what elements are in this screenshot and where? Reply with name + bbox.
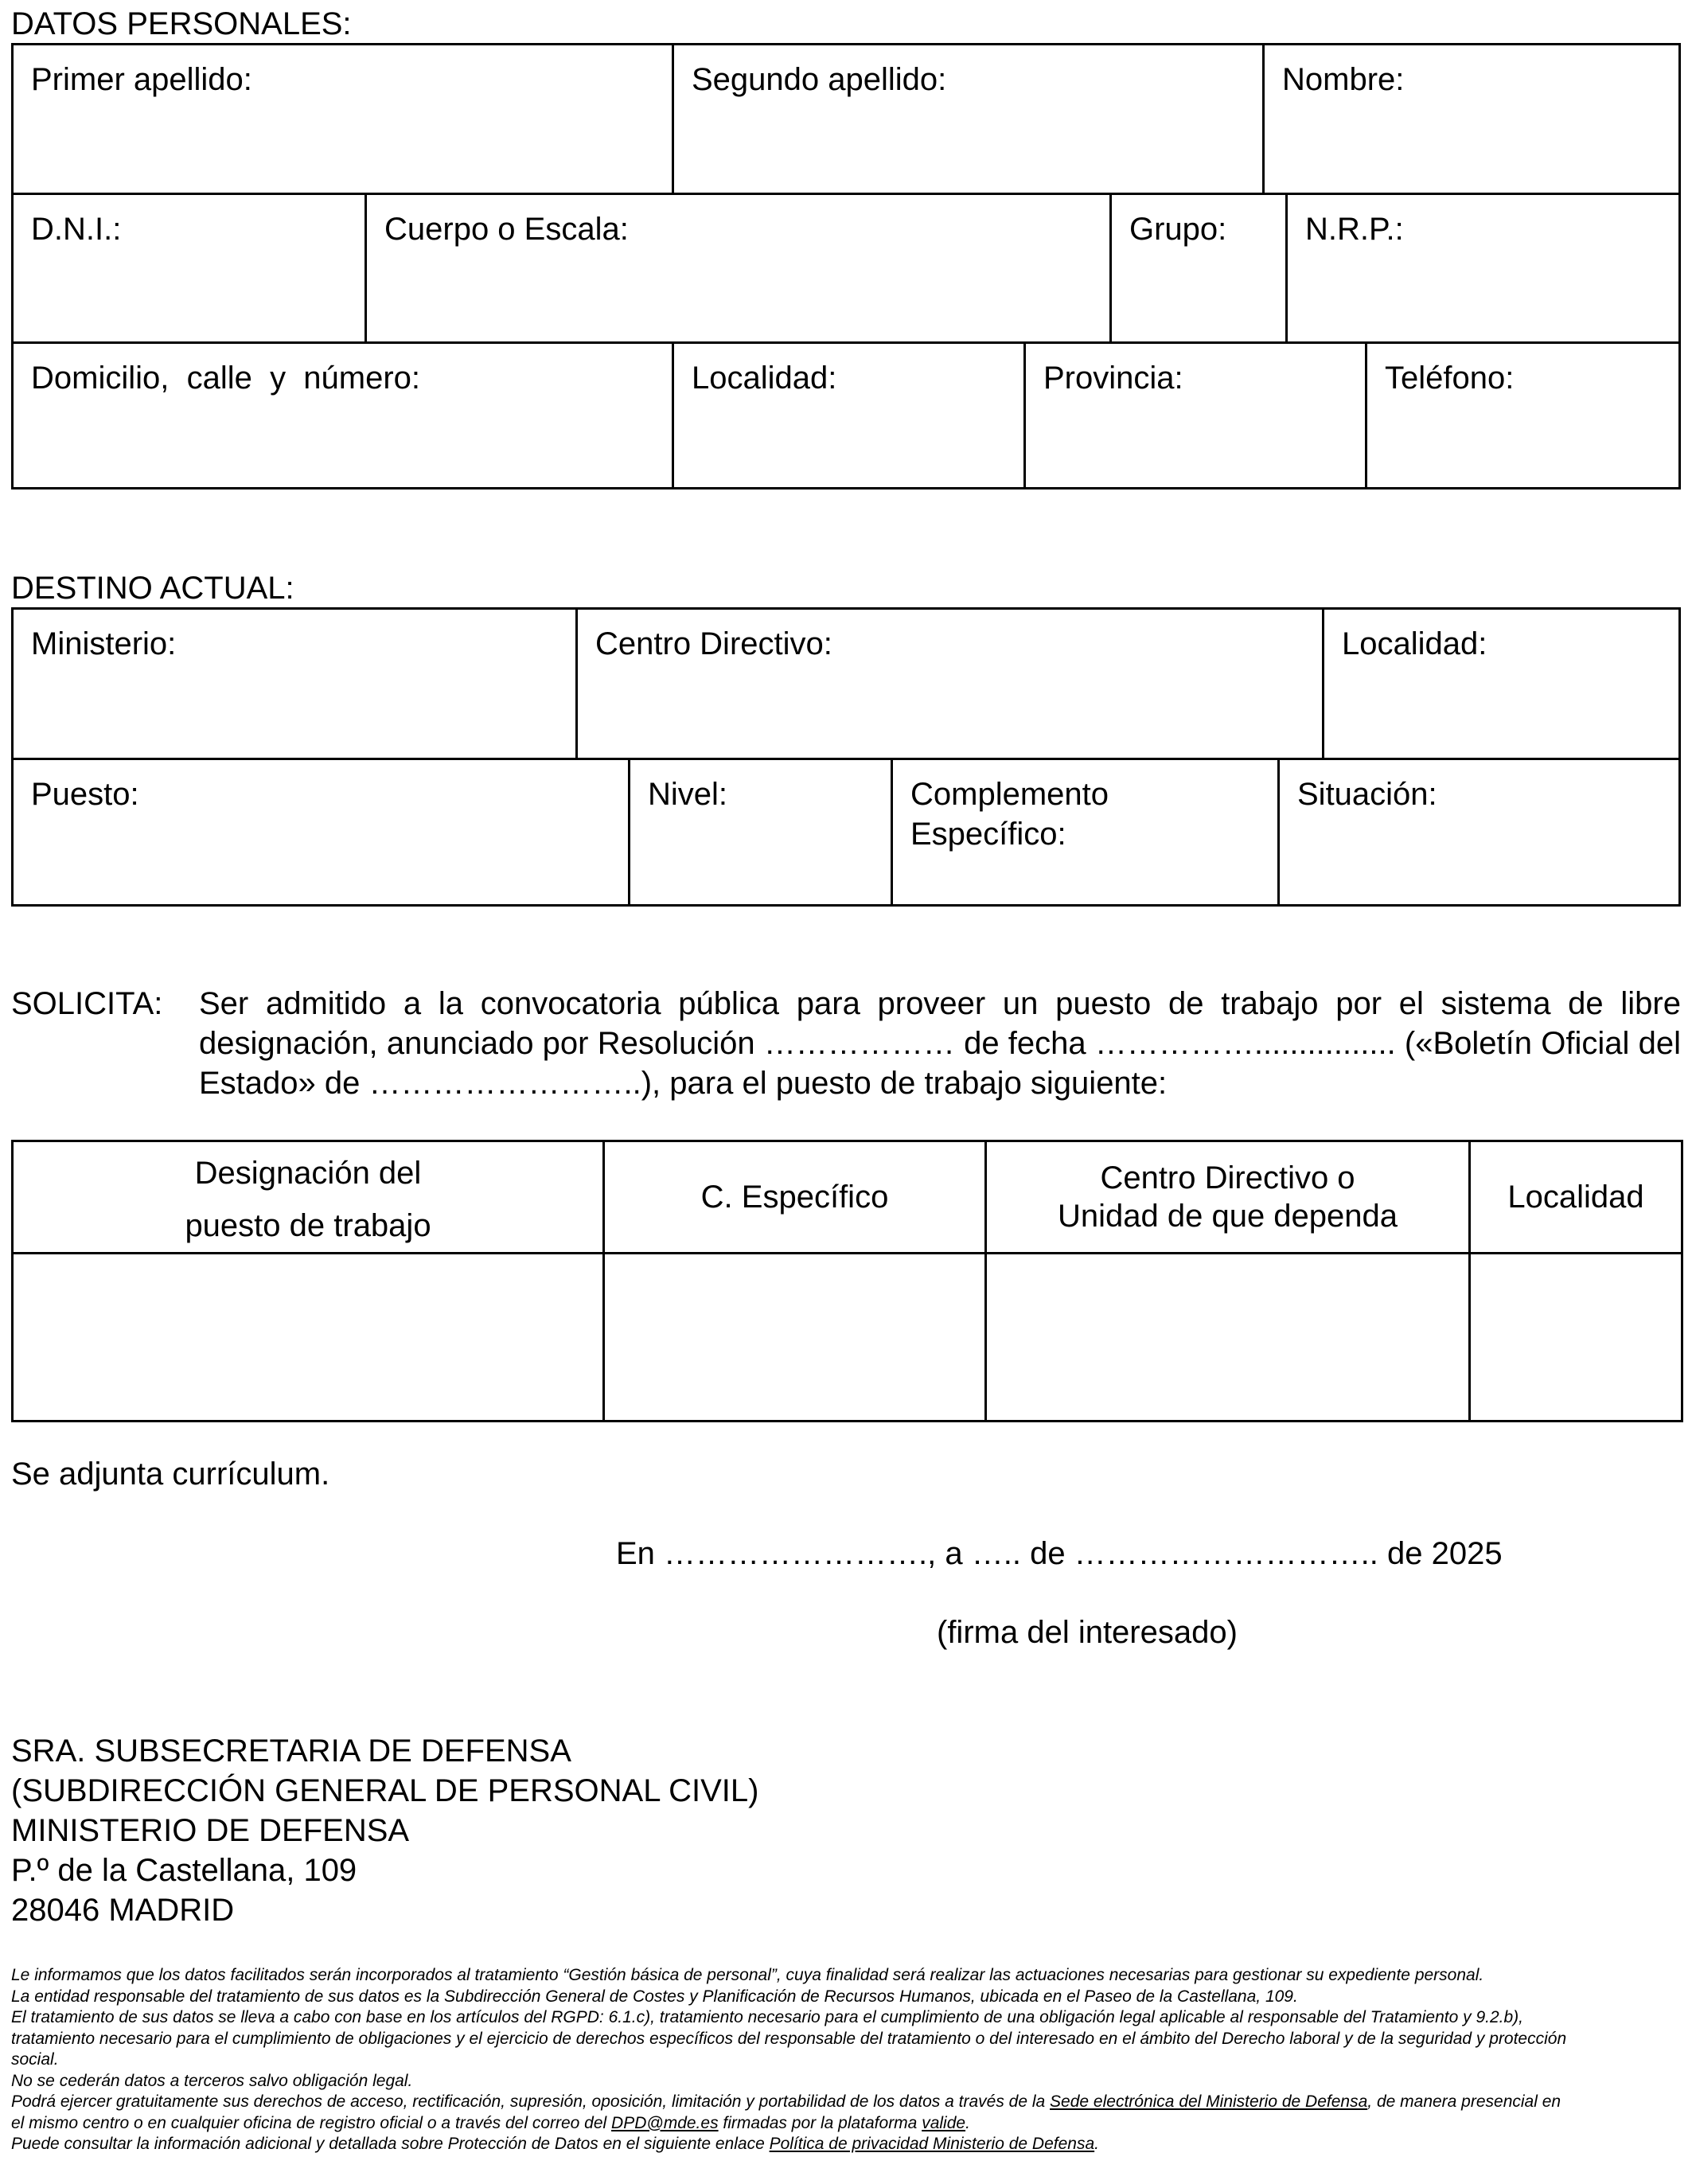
- cuerpo-escala-label: Cuerpo o Escala:: [384, 212, 629, 247]
- dpd-email-link[interactable]: DPD@mde.es: [611, 2113, 719, 2132]
- primer-apellido-field[interactable]: [14, 45, 672, 193]
- puesto-table: [11, 1140, 1683, 1422]
- nombre-label: Nombre:: [1282, 62, 1405, 97]
- centro-directivo-cell[interactable]: [986, 1254, 1470, 1422]
- legal-p6-text: .: [1094, 2135, 1099, 2153]
- nombre-field[interactable]: [1262, 45, 1678, 193]
- destinatario-line: 28046 MADRID: [11, 1893, 235, 1928]
- solicita-label: SOLICITA:: [11, 986, 163, 1021]
- centro-header-line2: Unidad de que dependa: [1057, 1199, 1398, 1234]
- situacion-field[interactable]: [1277, 760, 1678, 907]
- destino-localidad-field[interactable]: [1322, 610, 1678, 758]
- centro-directivo-field[interactable]: [575, 610, 1322, 758]
- puesto-label: Puesto:: [31, 777, 139, 812]
- puesto-field[interactable]: [14, 760, 628, 907]
- nrp-label: N.R.P.:: [1305, 212, 1404, 247]
- centro-header-line1: Centro Directivo o: [1100, 1160, 1355, 1195]
- destino-actual-grid: [11, 607, 1681, 907]
- datos-personales-grid: [11, 43, 1681, 489]
- localidad-cell[interactable]: [1470, 1254, 1682, 1422]
- solicita-text: Ser admitido a la convocatoria pública para proveer un puesto de trabajo por el sistema de libre designación, anunciado por Resolución ……………… de fecha ……………................ («Boletín Oficial del Estado» de ……………………..), para el puesto de trabajo siguiente:: [199, 986, 1681, 1101]
- complemento-especifico-field[interactable]: [891, 760, 1277, 907]
- destino-row-1: [14, 610, 1678, 758]
- datos-row-2: [14, 193, 1678, 344]
- situacion-label: Situación:: [1297, 777, 1437, 812]
- segundo-apellido-field[interactable]: [672, 45, 1262, 193]
- legal-p2: La entidad responsable del tratamiento de sus datos es la Subdirección General de Costes y Planificación de Recursos Humanos, ubicada en el Paseo de la Castellana, 109.: [11, 1987, 1298, 2006]
- telefono-field[interactable]: [1365, 344, 1678, 489]
- destino-row-2: [14, 758, 1678, 907]
- valide-link[interactable]: valide: [922, 2113, 966, 2132]
- c-especifico-cell[interactable]: [604, 1254, 986, 1422]
- designacion-header-line2: puesto de trabajo: [185, 1208, 431, 1243]
- destino-actual-heading: DESTINO ACTUAL:: [11, 571, 294, 606]
- segundo-apellido-label: Segundo apellido:: [692, 62, 947, 97]
- firma-label: (firma del interesado): [937, 1615, 1238, 1650]
- cuerpo-escala-field[interactable]: [365, 195, 1109, 344]
- localidad-label: Localidad:: [692, 361, 837, 396]
- destino-localidad-label: Localidad:: [1342, 626, 1487, 661]
- primer-apellido-label: Primer apellido:: [31, 62, 252, 97]
- c-especifico-header-text: C. Específico: [700, 1180, 889, 1215]
- dni-field[interactable]: [14, 195, 365, 344]
- legal-p6: [11, 2134, 1571, 2155]
- legal-p6-text: Puede consultar la información adicional y detallada sobre Protección de Datos en el siguiente enlace: [11, 2135, 770, 2153]
- legal-p5-text: , de manera presencial en el mismo centro o en cualquier oficina de registro oficial o a través del correo del: [11, 2092, 1561, 2132]
- legal-p1: Le informamos que los datos facilitados serán incorporados al tratamiento “Gestión básica de personal”, cuya finalidad será realizar las actuaciones necesarias para gestionar su expediente personal.: [11, 1966, 1484, 1984]
- datos-row-3: [14, 341, 1678, 489]
- ministerio-field[interactable]: [14, 610, 575, 758]
- curriculum-note: Se adjunta currículum.: [11, 1457, 330, 1492]
- puesto-table-header: [13, 1141, 1682, 1254]
- complemento-label-line2: Específico:: [910, 817, 1066, 852]
- localidad-field[interactable]: [672, 344, 1023, 489]
- nivel-label: Nivel:: [648, 777, 728, 812]
- datos-personales-heading: DATOS PERSONALES:: [11, 6, 352, 41]
- puesto-table-row: [13, 1254, 1682, 1422]
- c-especifico-header: [604, 1141, 986, 1254]
- politica-privacidad-link[interactable]: Política de privacidad Ministerio de Defensa: [769, 2135, 1095, 2153]
- ministerio-label: Ministerio:: [31, 626, 177, 661]
- telefono-label: Teléfono:: [1385, 361, 1515, 396]
- legal-notice: [11, 1965, 1571, 2155]
- designacion-cell[interactable]: [13, 1254, 604, 1422]
- legal-p5: [11, 2092, 1571, 2134]
- destinatario-block: [11, 1731, 758, 1930]
- nrp-field[interactable]: [1285, 195, 1678, 344]
- fecha-line: En ……………………., a ….. de ……………………….. de 2025: [616, 1536, 1503, 1571]
- legal-p4: No se cederán datos a terceros salvo obligación legal.: [11, 2071, 413, 2090]
- destinatario-line: P.º de la Castellana, 109: [11, 1853, 357, 1888]
- centro-directivo-label: Centro Directivo:: [595, 626, 832, 661]
- dni-label: D.N.I.:: [31, 212, 122, 247]
- centro-directivo-header: [986, 1141, 1470, 1254]
- provincia-field[interactable]: [1023, 344, 1365, 489]
- localidad-header-text: Localidad: [1507, 1180, 1644, 1215]
- localidad-header: [1470, 1141, 1682, 1254]
- complemento-label-line1: Complemento: [910, 777, 1109, 812]
- domicilio-label: Domicilio, calle y número:: [31, 361, 421, 396]
- legal-p3: El tratamiento de sus datos se lleva a cabo con base en los artículos del RGPD: 6.1.c), tratamiento necesario para el cumplimiento de una obligación legal aplicable al responsable del Tratamiento y 9.2.b), tratamiento necesario para el cumplimiento de obligaciones y el ejercicio de derechos específicos del responsable del tratamiento o del interesado en el ámbito del Derecho laboral y de la seguridad y protección social.: [11, 2008, 1567, 2069]
- legal-p5-text: firmadas por la plataforma: [718, 2113, 922, 2132]
- legal-p5-text: Podrá ejercer gratuitamente sus derechos de acceso, rectificación, supresión, oposición, limitación y portabilidad de los datos a través de la: [11, 2092, 1051, 2111]
- destinatario-line: MINISTERIO DE DEFENSA: [11, 1813, 410, 1848]
- grupo-label: Grupo:: [1129, 212, 1227, 247]
- destinatario-line: SRA. SUBSECRETARIA DE DEFENSA: [11, 1734, 571, 1769]
- destinatario-line: (SUBDIRECCIÓN GENERAL DE PERSONAL CIVIL): [11, 1773, 759, 1808]
- legal-p5-text: .: [965, 2113, 970, 2132]
- nivel-field[interactable]: [628, 760, 891, 907]
- sede-electronica-link[interactable]: Sede electrónica del Ministerio de Defensa: [1050, 2092, 1368, 2111]
- domicilio-field[interactable]: [14, 344, 672, 489]
- designacion-header-line1: Designación del: [194, 1156, 422, 1191]
- grupo-field[interactable]: [1109, 195, 1285, 344]
- datos-row-1: [14, 45, 1678, 193]
- designacion-header: [13, 1141, 604, 1254]
- provincia-label: Provincia:: [1043, 361, 1183, 396]
